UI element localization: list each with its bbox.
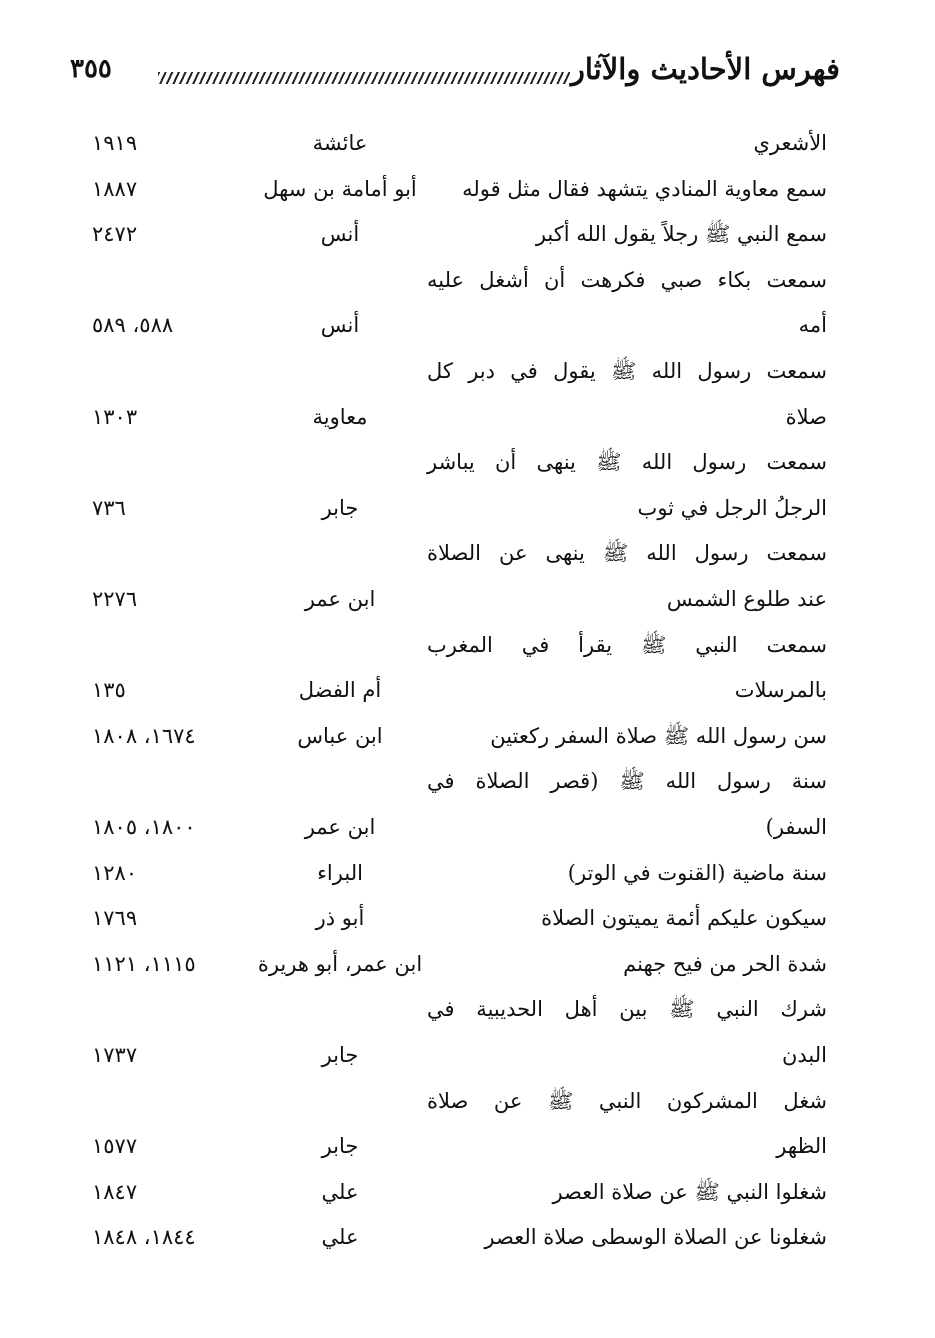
running-title: فهرس الأحاديث والآثار <box>570 52 840 86</box>
entry-text: البدن <box>781 1043 827 1067</box>
entry-reference <box>92 1218 242 1256</box>
entry-text: الرجلُ الرجل في ثوب <box>637 495 827 520</box>
entry-reference <box>92 306 242 344</box>
entry-reference-value: ٢٤٧٢ <box>92 222 138 247</box>
entry-text: الأشعري <box>753 131 827 155</box>
entry-reference-value: ٥٨٨، ٥٨٩ <box>92 313 174 338</box>
entry-text: سمعت رسول الله ﷺ ينهى عن الصلاة <box>427 541 827 566</box>
entry-narrator: أم الفضل <box>298 678 382 703</box>
entry-reference <box>92 1173 242 1211</box>
entry-reference <box>92 717 242 755</box>
entry-text: شدة الحر من فيح جهنم <box>623 951 827 976</box>
entry-text: أمه <box>798 313 827 338</box>
entry-reference <box>92 1036 242 1074</box>
entry-text: سنة ماضية (القنوت في الوتر) <box>567 860 827 885</box>
entry-reference-value: ١٧٣٧ <box>92 1043 138 1067</box>
entry-reference-value: ١٨٤٤، ١٨٤٨ <box>92 1225 196 1250</box>
entry-reference-value: ١٣٥ <box>92 678 126 703</box>
entry-narrator: معاوية <box>312 404 368 429</box>
entry-narrator: ابن عباس <box>297 723 383 748</box>
entry-narrator: جابر <box>321 1043 359 1067</box>
entry-text: السفر) <box>765 815 827 839</box>
entry-text: سمعت بكاء صبي فكرهت أن أشغل عليه <box>427 267 827 292</box>
entry-narrator: ابن عمر، أبو هريرة <box>257 951 423 976</box>
entry-reference-value: ١٢٨٠ <box>92 860 138 885</box>
entry-text: شغلوا النبي ﷺ عن صلاة العصر <box>552 1179 827 1204</box>
entry-text: سمع النبي ﷺ رجلاً يقول الله أكبر <box>535 222 827 247</box>
entry-reference <box>92 580 242 618</box>
entry-reference <box>92 170 242 208</box>
entry-narrator: أنس <box>320 222 360 247</box>
entry-narrator: ابن عمر <box>304 587 376 611</box>
entry-text: سمعت رسول الله ﷺ ينهى أن يباشر <box>427 450 827 475</box>
entry-narrator: أنس <box>320 313 360 338</box>
entry-text: سيكون عليكم أئمة يميتون الصلاة <box>541 906 827 931</box>
entry-reference <box>92 215 242 253</box>
entry-reference-value: ١٦٧٤، ١٨٠٨ <box>92 723 196 748</box>
entry-text: شغل المشركون النبي ﷺ عن صلاة <box>427 1088 827 1113</box>
entry-narrator: أبو ذر <box>315 906 365 931</box>
entry-text: شغلونا عن الصلاة الوسطى صلاة العصر <box>484 1225 827 1250</box>
entry-reference-value: ١٥٧٧ <box>92 1134 138 1159</box>
entry-reference-value: ٧٣٦ <box>92 495 126 520</box>
entry-reference-value: ١٨٠٠، ١٨٠٥ <box>92 815 196 839</box>
entry-text: سمعت النبي ﷺ يقرأ في المغرب <box>427 632 827 657</box>
entry-reference <box>92 398 242 436</box>
entry-narrator: عائشة <box>312 131 368 155</box>
entry-reference <box>92 671 242 709</box>
entry-reference <box>92 489 242 527</box>
entry-reference-value: ١٩١٩ <box>92 131 138 155</box>
entry-reference-value: ١٧٦٩ <box>92 906 138 931</box>
entry-reference-value: ١٨٨٧ <box>92 176 138 201</box>
entry-narrator: البراء <box>317 860 363 885</box>
page-number: ٣٥٥ <box>70 54 112 84</box>
entry-reference-value: ١٨٤٧ <box>92 1179 138 1204</box>
header-rule <box>158 72 570 84</box>
page-header <box>70 52 840 100</box>
entry-reference-value: ١٣٠٣ <box>92 404 138 429</box>
entry-text: سمعت رسول الله ﷺ يقول في دبر كل <box>427 359 827 383</box>
entry-text: شرك النبي ﷺ بين أهل الحديبية في <box>427 997 827 1022</box>
entry-text: عند طلوع الشمس <box>666 587 827 611</box>
entry-reference-value: ١١١٥، ١١٢١ <box>92 951 196 976</box>
entry-text: بالمرسلات <box>734 678 827 703</box>
entry-narrator: أبو أمامة بن سهل <box>263 176 417 201</box>
entry-text: سنة رسول الله ﷺ (قصر الصلاة في <box>427 769 827 794</box>
entry-text: سن رسول الله ﷺ صلاة السفر ركعتين <box>490 723 827 748</box>
entry-reference-value: ٢٢٧٦ <box>92 587 138 611</box>
entry-narrator: ابن عمر <box>304 815 376 839</box>
entry-reference <box>92 124 242 162</box>
entry-reference <box>92 945 242 983</box>
entry-narrator: علي <box>321 1179 359 1204</box>
entry-text: سمع معاوية المنادي يتشهد فقال مثل قوله <box>462 176 827 201</box>
entry-reference <box>92 808 242 846</box>
entry-reference <box>92 899 242 937</box>
entry-reference <box>92 1127 242 1165</box>
entry-text: صلاة <box>785 404 827 429</box>
entry-narrator: علي <box>321 1225 359 1250</box>
entry-reference <box>92 854 242 892</box>
entry-narrator: جابر <box>321 495 359 520</box>
entry-text: الظهر <box>776 1134 827 1159</box>
entry-narrator: جابر <box>321 1134 359 1159</box>
